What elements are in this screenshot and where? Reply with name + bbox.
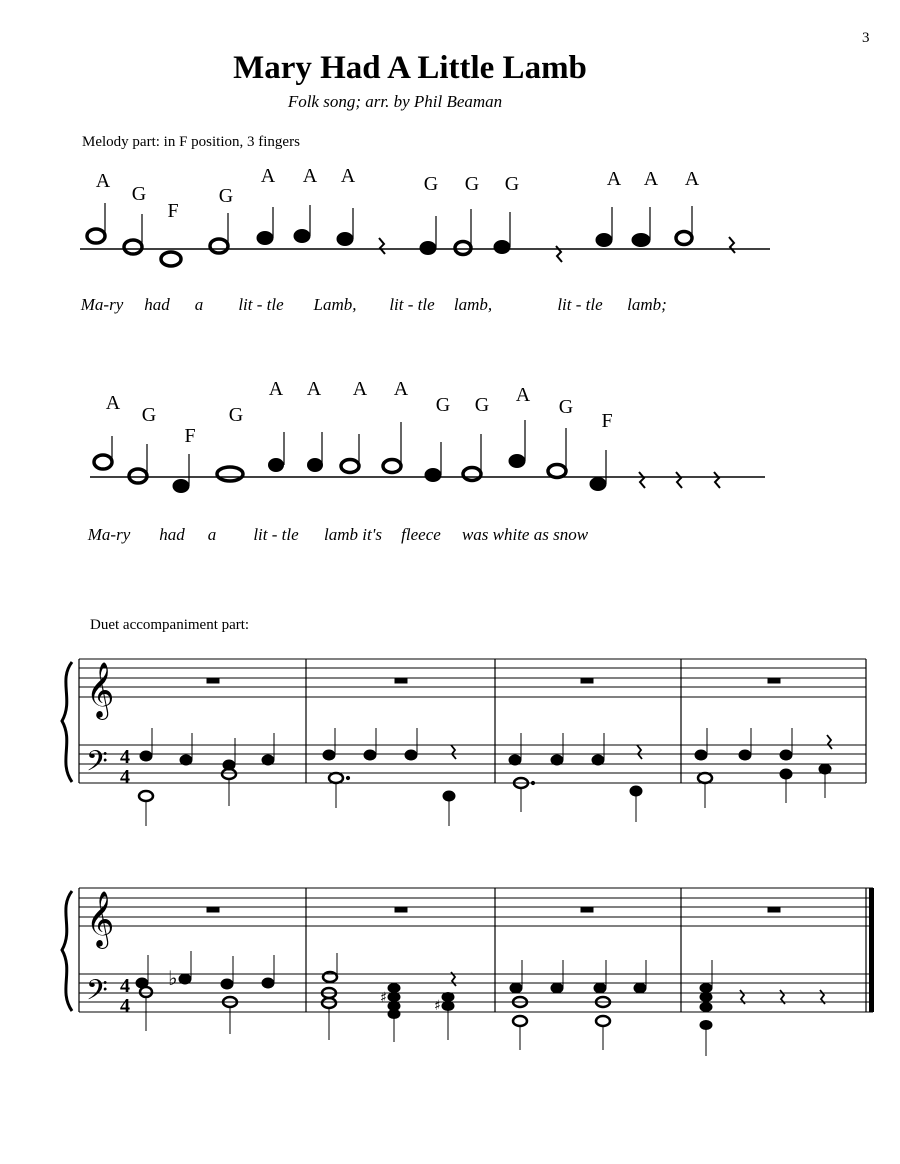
note-letter: A <box>352 378 368 400</box>
lyric: a <box>207 525 217 544</box>
lyric: fleece <box>401 525 441 544</box>
note-letter: G <box>435 394 451 416</box>
bass-notes-measure-2 <box>323 728 456 826</box>
lyric: Ma-ry <box>80 295 124 314</box>
melody-label: Melody part: in F position, 3 fingers <box>82 134 300 150</box>
lyric: lamb it's <box>324 525 382 544</box>
note-letter: A <box>606 168 622 190</box>
quarter-rest-icon <box>729 237 735 253</box>
page-number: 3 <box>862 30 870 46</box>
quarter-rest-icon <box>639 472 645 488</box>
brace-icon <box>62 891 72 1011</box>
lyric: had <box>159 525 185 544</box>
melody-notes-2 <box>94 420 606 493</box>
note-letter: G <box>141 404 157 426</box>
note-letter: A <box>95 170 111 192</box>
note-letter: A <box>340 165 356 187</box>
note-letter: A <box>393 378 409 400</box>
note-letter: F <box>184 425 196 447</box>
bass-clef-icon: 𝄢 <box>86 745 108 785</box>
grand-staff-2 <box>62 888 874 1056</box>
quarter-rest-icon <box>451 745 456 759</box>
sharp-icon: ♯ <box>380 990 387 1006</box>
note-letter: A <box>302 165 318 187</box>
bass-notes-measure-6 <box>322 953 456 1042</box>
lyric: Ma-ry <box>87 525 131 544</box>
note-letter: G <box>558 396 574 418</box>
bass-notes-measure-1 <box>139 728 274 826</box>
note-letter: A <box>306 378 322 400</box>
lyric: lit - tle <box>389 295 435 314</box>
time-signature-top: 4 <box>120 746 130 768</box>
brace-icon <box>62 662 72 782</box>
lyric: a <box>194 295 204 314</box>
note-letter: G <box>218 185 234 207</box>
note-letter: A <box>643 168 659 190</box>
lyric: was white as snow <box>461 525 589 544</box>
melody-line-1 <box>80 203 770 266</box>
note-letter: G <box>504 173 520 195</box>
treble-clef-icon: 𝄞 <box>86 891 115 947</box>
lyric: had <box>144 295 170 314</box>
whole-rest-icon <box>395 907 407 912</box>
note-letter: A <box>515 384 531 406</box>
page-title: Mary Had A Little Lamb <box>233 50 587 86</box>
note-letter: A <box>260 165 276 187</box>
quarter-rest-icon <box>714 472 720 488</box>
whole-rest-icon <box>768 907 780 912</box>
quarter-rest-icon <box>379 238 385 254</box>
accompaniment-label: Duet accompaniment part: <box>90 617 250 633</box>
sharp-icon: ♯ <box>434 998 441 1014</box>
note-letter: F <box>601 410 613 432</box>
quarter-rest-icon <box>676 472 682 488</box>
whole-rest-icon <box>207 678 219 683</box>
note-letter: A <box>268 378 284 400</box>
time-signature-bottom: 4 <box>120 995 130 1017</box>
whole-rest-icon <box>207 907 219 912</box>
whole-rest-icon <box>581 907 593 912</box>
note-letter: G <box>474 394 490 416</box>
treble-clef-icon: 𝄞 <box>86 662 115 718</box>
bass-clef-icon: 𝄢 <box>86 974 108 1014</box>
note-letter: G <box>464 173 480 195</box>
note-letter: G <box>423 173 439 195</box>
lyric: lit - tle <box>253 525 299 544</box>
quarter-rest-icon <box>637 745 642 759</box>
time-signature-bottom: 4 <box>120 766 130 788</box>
note-letter: G <box>131 183 147 205</box>
note-letter: A <box>105 392 121 414</box>
whole-rest-icon <box>768 678 780 683</box>
lyric: lamb; <box>627 295 667 314</box>
bass-notes-measure-3 <box>509 733 642 822</box>
note-letter: A <box>684 168 700 190</box>
melody-line-2 <box>90 420 765 493</box>
lyric: Lamb, <box>313 295 357 314</box>
lyric: lit - tle <box>557 295 603 314</box>
whole-rest-icon <box>581 678 593 683</box>
time-signature-top: 4 <box>120 975 130 997</box>
final-barline <box>869 888 874 1012</box>
page-subtitle: Folk song; arr. by Phil Beaman <box>287 92 503 111</box>
grand-staff-1 <box>62 659 866 826</box>
melody-notes-1 <box>87 203 692 266</box>
note-letter: G <box>228 404 244 426</box>
bass-notes-measure-4 <box>695 728 832 808</box>
note-letter: F <box>167 200 179 222</box>
quarter-rest-icon <box>827 735 832 749</box>
whole-rest-icon <box>395 678 407 683</box>
lyric: lamb, <box>453 295 493 314</box>
lyric: lit - tle <box>238 295 284 314</box>
flat-icon: ♭ <box>168 966 178 990</box>
